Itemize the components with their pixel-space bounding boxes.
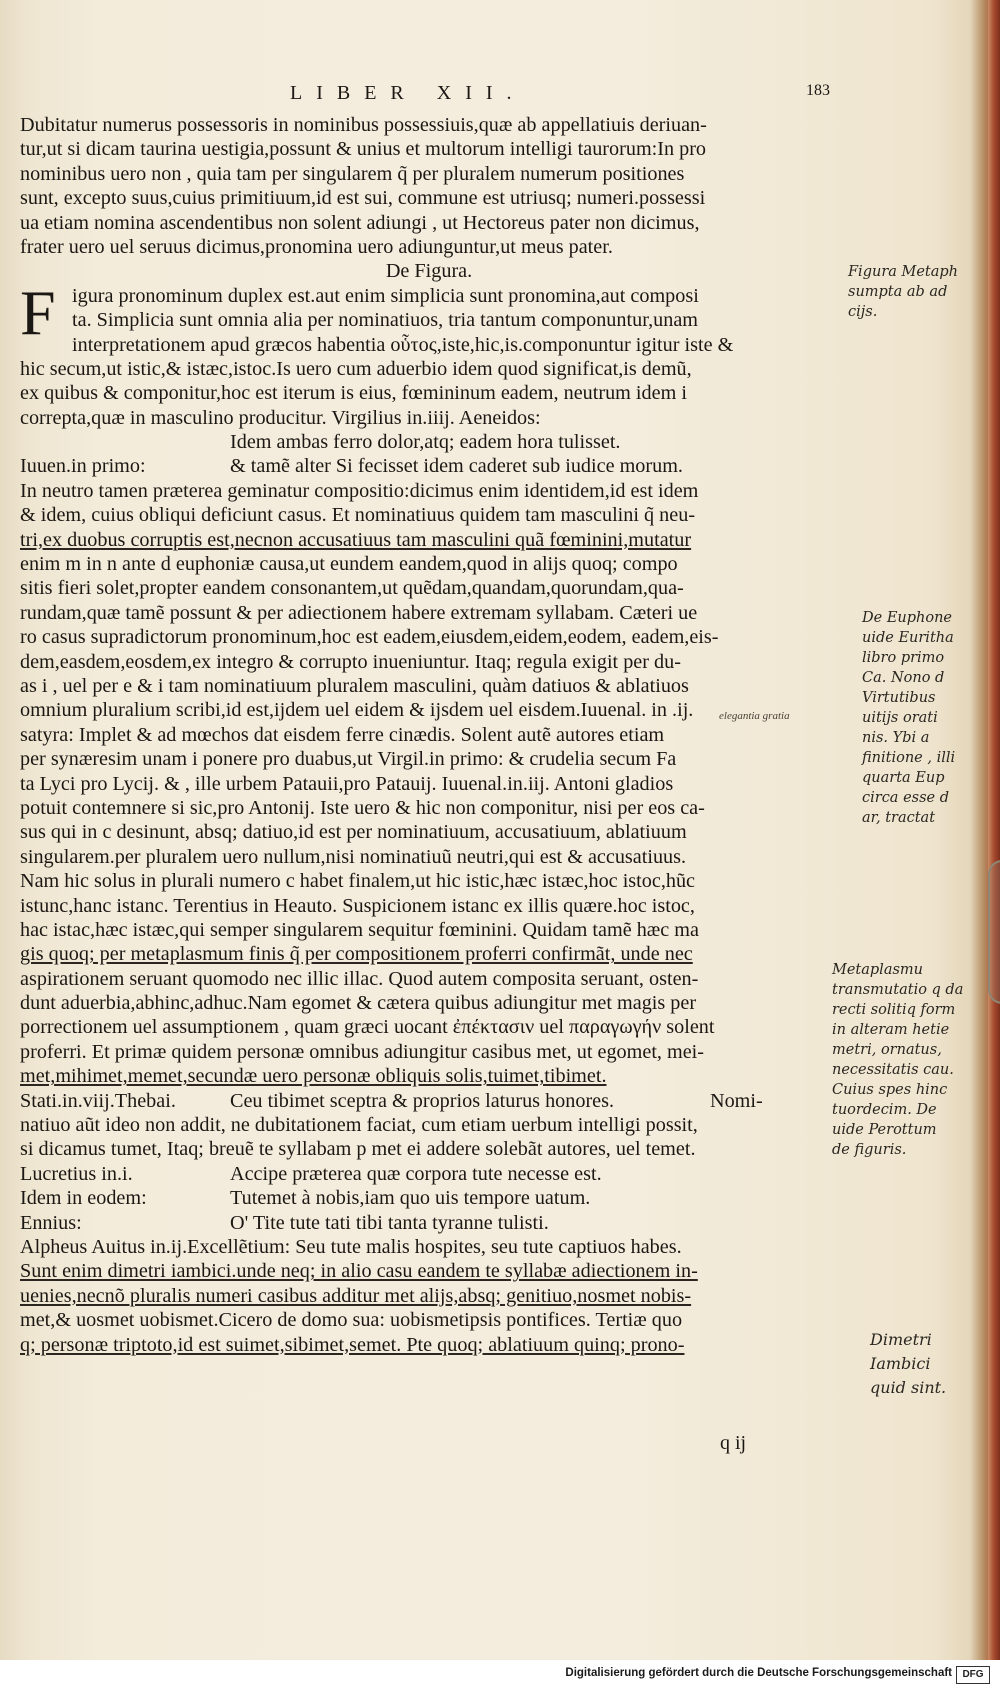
drop-cap: F xyxy=(20,276,56,348)
catchword: q ij xyxy=(720,1432,747,1454)
text-line: ta. Simplicia sunt omnia alia per nominatiuos, tria tantum componuntur,unam xyxy=(72,309,699,332)
text-line: met,& uosmet uobismet.Cicero de domo sua: uobismetipsis pontifices. Tertiæ quo xyxy=(20,1309,683,1332)
text-line: igura pronominum duplex est.aut enim simplicia sunt pronomina,aut composi xyxy=(72,284,699,307)
citation-label: Iuuen.in primo: xyxy=(20,455,146,478)
text-line: tri,ex duobus corruptis est,necnon accusatiuus tam masculini quã fœminini,mutatur xyxy=(20,528,692,551)
citation-label: Idem in eodem: xyxy=(20,1187,147,1210)
text-line: dem,easdem,eosdem,ex integro & corrupto inueniuntur. Itaq; regula exigit per du- xyxy=(20,650,681,673)
text-line: & idem, cuius obliqui deficiunt casus. Et nominatiuus quidem tam masculini q̃ neu- xyxy=(20,504,696,527)
text-line: singularem.per pluralem uero nullum,nisi nominatiuũ neutri,qui est & accusatiuus. xyxy=(20,845,687,868)
citation-label: Stati.in.viij.Thebai. xyxy=(20,1089,176,1112)
text-line: rundam,quæ tamẽ possunt & per adiectionem habere extremam syllabam. Cæteri ue xyxy=(20,601,698,624)
text-line: potuit contemnere si sic,pro Antonij. Iste uero & hic non componitur, nisi per eos ca- xyxy=(20,796,705,819)
text-line: ua etiam nomina ascendentibus non solent adiungi , ut Hectoreus pater non dicimus, xyxy=(20,211,700,234)
text-line: frater uero uel seruus dicimus,pronomina uero adiunguntur,ut meus pater. xyxy=(20,235,613,258)
text-line: sus qui in c desinunt, absq; datiuo,id est per nominatiuum, accusatiuum, ablatiuum xyxy=(20,821,687,844)
text-line: correpta,quæ in masculino producitur. Virgilius in.iiij. Aeneidos: xyxy=(20,406,541,429)
text-line: q; personæ triptoto,id est suimet,sibimet,semet. Pte quoq; ablatiuum quinq; prono- xyxy=(20,1333,685,1356)
section-heading: De Figura. xyxy=(385,260,473,283)
text-line: nominibus uero non , quia tam per singularem q̃ per pluralem numerum positiones xyxy=(20,162,685,185)
verse-text: O' Tite tute tati tibi tanta tyranne tulisti. xyxy=(230,1211,549,1234)
text-line: tur,ut si dicam taurina uestigia,possunt & unius et multorum intelligi taurorum:In pro xyxy=(20,138,707,161)
margin-note-euphonia: De Euphone uide Euritha libro primo Ca. Nono d Virtutibus uitijs orati nis. Ybi a finitione , illi quarta Eup circa esse d ar, tractat xyxy=(862,610,956,826)
text-line: Sunt enim dimetri iambici.unde neq; in alio casu eandem te syllabæ adiectionem in- xyxy=(20,1260,698,1283)
text-line: uenies,necnõ pluralis numeri casibus additur met alijs,absq; genitiuo,nosmet nobis- xyxy=(20,1284,692,1307)
text-line: si dicamus tumet, Itaq; breuẽ te syllabam p met ei addere solebãt autores, uel temet. xyxy=(20,1138,696,1161)
text-line: gis quoq; per metaplasmum finis q̃ per compositionem proferri confirmãt, unde nec xyxy=(20,943,693,966)
citation-label: Ennius: xyxy=(20,1211,82,1234)
text-line: porrectionem uel assumptionem , quam græci uocant ἐπέκτασιν uel παραγωγήν solent xyxy=(20,1016,715,1039)
footer-credit: Digitalisierung gefördert durch die Deutsche Forschungsgemeinschaft xyxy=(565,1667,952,1679)
verse-text: Tutemet à nobis,iam quo uis tempore uatum. xyxy=(230,1187,591,1210)
text-line: ta Lyci pro Lycij. & , ille urbem Patauii,pro Patauij. Iuuenal.in.iij. Antoni gladios xyxy=(20,772,674,795)
footer-bar xyxy=(0,1660,1000,1692)
verse-text: Ceu tibimet sceptra & proprios laturus honores. xyxy=(230,1089,615,1112)
folio-number: 183 xyxy=(806,82,830,99)
verse-text: & tamẽ alter Si fecisset idem caderet sub iudice morum. xyxy=(230,455,683,478)
text-line: sitis fieri solet,propter eandem consonantem,ut quẽdam,quandam,quorundam,qua- xyxy=(20,577,684,600)
verse-text: Accipe præterea quæ corpora tute necesse est. xyxy=(230,1162,602,1185)
text-line: hac istac,hæc istæc,qui semper singularem sequitur fœminini. Quidam tamẽ hæc ma xyxy=(20,918,699,941)
running-head: LIBER XII. xyxy=(290,82,526,104)
text-line: as i , uel per e & i tam nominatiuum pluralem masculini, quàm datiuos & ablatiuos xyxy=(20,675,689,697)
text-line: istunc,hanc istanc. Terentius in Heauto. Suspicionem istanc ex illis quære.hoc istoc, xyxy=(20,894,695,917)
text-line: natiuo aũt ideo non addit, ne dubitationem faciat, cum etiam uerbum intelligi possit, xyxy=(20,1114,698,1137)
text-line: Nam hic solus in plurali numero c habet finalem,ut hic istic,hæc istæc,hoc istoc,hũc xyxy=(20,870,696,893)
text-line: proferri. Et primæ quidem personæ omnibus adiungitur casibus met, ut egomet, mei- xyxy=(20,1040,705,1063)
text-line: sunt, excepto suus,cuius primitiuum,id est sui, commune est utriusq; numeri.possessi xyxy=(20,187,706,210)
dfg-logo: DFG xyxy=(956,1666,990,1684)
text-line: hic secum,ut istic,& istæc,istoc.Is uero cum aduerbio idem quod significat,is demũ, xyxy=(20,357,692,380)
verse-text: Idem ambas ferro dolor,atq; eadem hora tulisset. xyxy=(230,431,621,454)
text-line: omnium pluralium scribi,id est,ijdem uel eidem & ijsdem uel eisdem.Iuuenal. in .ij. xyxy=(20,699,694,722)
text-line: ex quibus & componitur,hoc est iterum is eius, fœmininum eadem, neutrum idem i xyxy=(20,382,687,405)
margin-note-dimetri: Dimetri Iambici quid sint. xyxy=(870,1330,947,1397)
text-line: enim m in n ante d euphoniæ causa,ut eundem eandem,quod in alijs quoq; compo xyxy=(20,553,678,576)
text-line: ro casus supradictorum pronominum,hoc est eadem,eiusdem,eidem,eodem, eadem,eis- xyxy=(20,626,719,649)
text-fragment: Nomi- xyxy=(710,1089,763,1112)
text-line: interpretationem apud græcos habentia οὗτος,iste,hic,is.componuntur igitur iste & xyxy=(72,333,734,356)
text-line: satyra: Implet & ad mœchos dat eisdem ferre cinædis. Solent autẽ autores etiam xyxy=(20,723,665,746)
text-line: met,mihimet,memet,secundæ uero personæ obliquis solis,tuimet,tibimet. xyxy=(20,1065,607,1088)
text-line: per synæresim unam i ponere pro duabus,ut Virgil.in primo: & crudelia secum Fa xyxy=(20,748,677,771)
interlinear-note: elegantia gratia xyxy=(719,710,790,722)
text-line: dunt aduerbia,abhinc,adhuc.Nam egomet & cætera quibus adiungitur met magis per xyxy=(20,992,697,1015)
margin-note-metaplasmus: Metaplasmu transmutatio q da recti solitiq form in alteram hetie metri, ornatus, necessitatis cau. Cuius spes hinc tuordecim. De uide Perottum de figuris. xyxy=(832,962,964,1158)
citation-label: Lucretius in.i. xyxy=(20,1162,133,1185)
text-line: Dubitatur numerus possessoris in nominibus possessiuis,quæ ab appellatiuis deriuan- xyxy=(20,114,707,136)
text-line: aspirationem seruant quomodo nec illic illac. Quod autem composita seruant, osten- xyxy=(20,967,699,990)
text-line: In neutro tamen præterea geminatur compositio:dicimus enim identidem,id est idem xyxy=(20,479,699,502)
margin-note-figura: Figura Metaph sumpta ab ad cijs. xyxy=(848,264,959,320)
text-line: Alpheus Auitus in.ij.Excellẽtium: Seu tute malis hospites, seu tute captiuos habes. xyxy=(20,1235,682,1258)
